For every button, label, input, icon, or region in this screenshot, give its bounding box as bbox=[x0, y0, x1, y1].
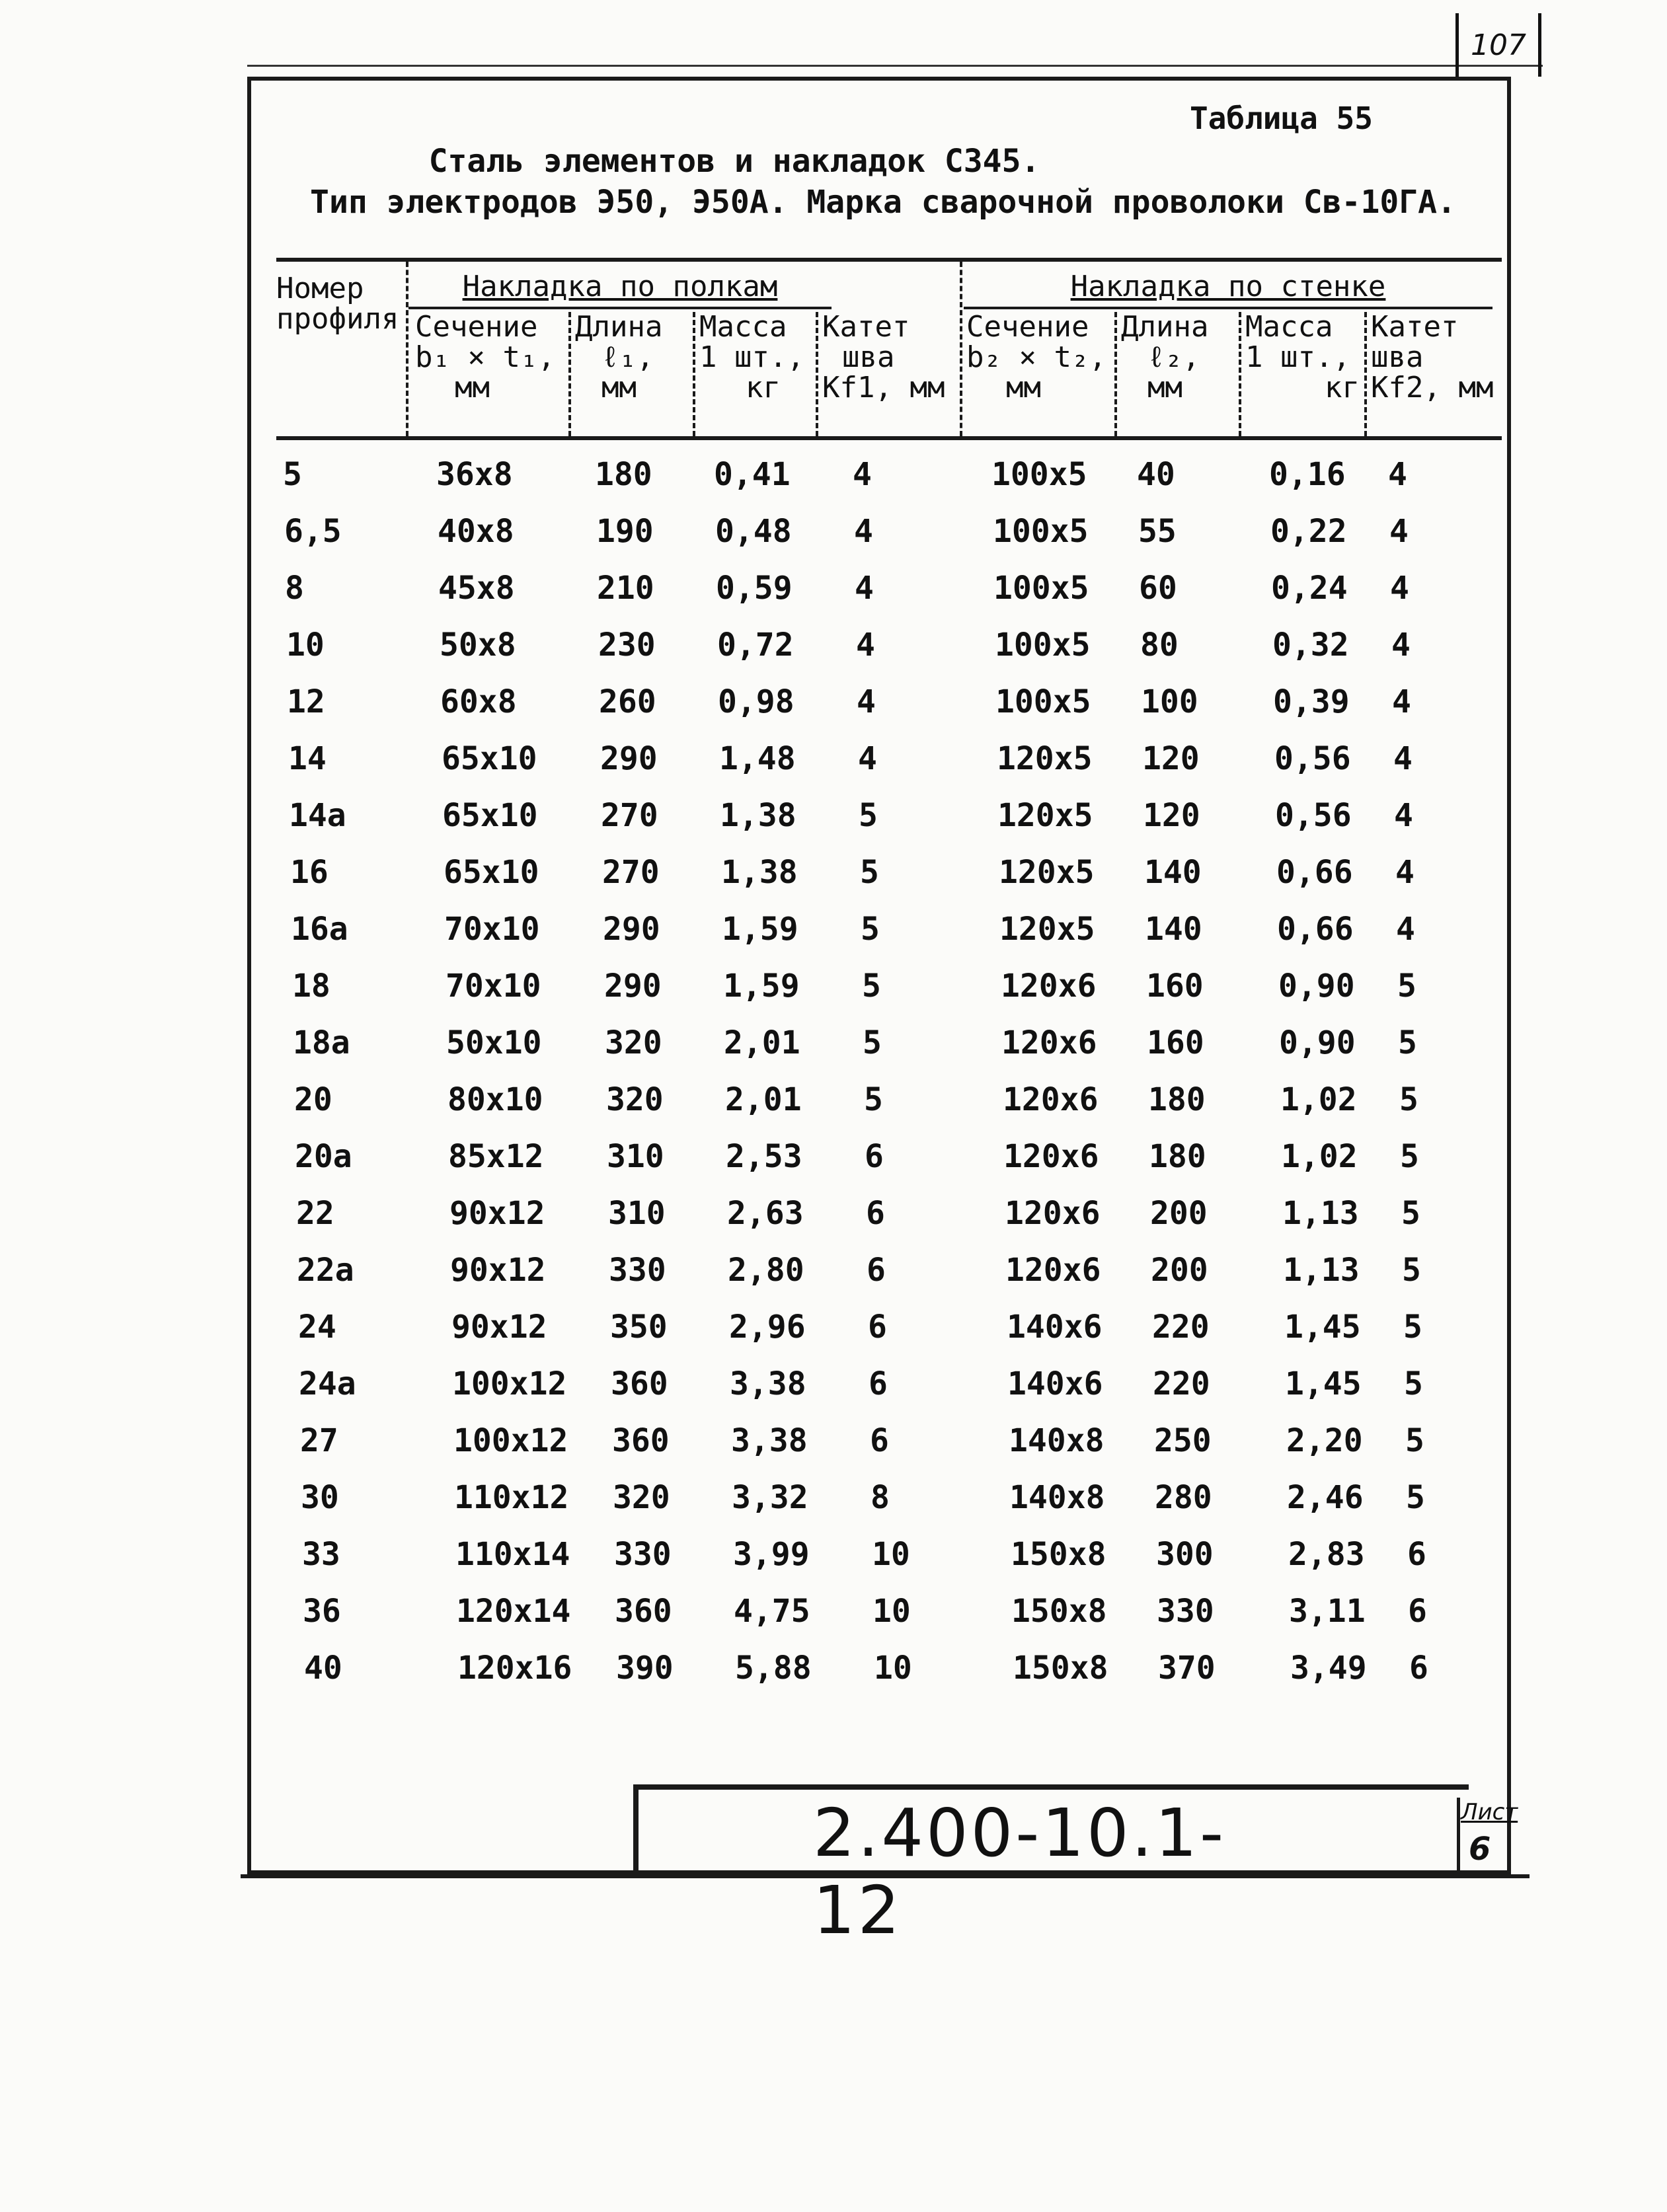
cell-flange-mass: 2,80 bbox=[728, 1252, 804, 1289]
cell-web-section: 100x5 bbox=[995, 627, 1091, 664]
cell-web-mass: 0,39 bbox=[1273, 683, 1350, 720]
cell-profile-number: 30 bbox=[301, 1479, 339, 1516]
cell-web-section: 120x5 bbox=[997, 740, 1093, 777]
cell-web-section: 120x6 bbox=[1003, 1081, 1099, 1118]
cell-web-section: 150x8 bbox=[1011, 1593, 1107, 1630]
cell-flange-mass: 1,38 bbox=[720, 797, 796, 834]
cell-profile-number: 16 bbox=[290, 854, 329, 891]
cell-profile-number: 24a bbox=[299, 1365, 356, 1402]
cell-web-mass: 1,02 bbox=[1280, 1081, 1357, 1118]
cell-web-section: 120x5 bbox=[999, 854, 1095, 891]
cell-flange-weld-leg: 4 bbox=[854, 513, 873, 550]
cell-flange-section: 90x12 bbox=[449, 1195, 545, 1232]
cell-flange-length: 270 bbox=[602, 854, 660, 891]
cell-web-weld-leg: 4 bbox=[1396, 911, 1415, 948]
cell-flange-length: 320 bbox=[613, 1479, 670, 1516]
cell-flange-section: 40x8 bbox=[438, 513, 514, 550]
top-rule bbox=[247, 65, 1543, 67]
cell-flange-section: 45x8 bbox=[438, 570, 515, 607]
cell-flange-section: 120x16 bbox=[457, 1650, 572, 1687]
cell-web-mass: 0,16 bbox=[1269, 456, 1346, 493]
cell-profile-number: 5 bbox=[283, 456, 302, 493]
cell-web-mass: 1,45 bbox=[1284, 1309, 1361, 1346]
cell-web-length: 80 bbox=[1140, 627, 1179, 664]
cell-flange-mass: 0,48 bbox=[715, 513, 792, 550]
cell-web-weld-leg: 4 bbox=[1390, 570, 1409, 607]
cell-web-length: 280 bbox=[1155, 1479, 1212, 1516]
header-profile-number: Номер профиля bbox=[276, 272, 399, 336]
cell-web-length: 160 bbox=[1146, 968, 1204, 1005]
cell-flange-mass: 3,32 bbox=[732, 1479, 808, 1516]
cell-flange-section: 36x8 bbox=[436, 456, 513, 493]
cell-web-mass: 0,56 bbox=[1275, 797, 1352, 834]
cell-profile-number: 8 bbox=[285, 570, 304, 607]
cell-web-section: 140x6 bbox=[1007, 1365, 1103, 1402]
cell-flange-weld-leg: 6 bbox=[870, 1422, 889, 1459]
header-flange-mass: Масса 1 шт., кг bbox=[699, 310, 804, 404]
cell-web-weld-leg: 5 bbox=[1399, 1081, 1418, 1118]
cell-profile-number: 36 bbox=[303, 1593, 341, 1630]
cell-flange-weld-leg: 5 bbox=[861, 911, 880, 948]
cell-web-section: 100x5 bbox=[993, 513, 1089, 550]
cell-profile-number: 22 bbox=[296, 1195, 334, 1232]
cell-flange-weld-leg: 4 bbox=[853, 456, 872, 493]
cell-web-weld-leg: 6 bbox=[1407, 1536, 1426, 1573]
cell-web-length: 250 bbox=[1154, 1422, 1212, 1459]
cell-profile-number: 27 bbox=[300, 1422, 338, 1459]
cell-profile-number: 24 bbox=[298, 1309, 336, 1346]
cell-web-mass: 3,49 bbox=[1290, 1650, 1367, 1687]
cell-web-section: 120x6 bbox=[1003, 1138, 1099, 1175]
cell-flange-section: 85x12 bbox=[448, 1138, 544, 1175]
cell-web-weld-leg: 6 bbox=[1409, 1650, 1428, 1687]
cell-flange-weld-leg: 6 bbox=[867, 1252, 886, 1289]
group-web-overlay: Накладка по стенке bbox=[1070, 270, 1386, 303]
cell-web-mass: 0,56 bbox=[1274, 740, 1351, 777]
cell-profile-number: 16a bbox=[291, 911, 348, 948]
cell-flange-section: 60x8 bbox=[440, 683, 517, 720]
cell-web-weld-leg: 4 bbox=[1394, 797, 1413, 834]
cell-flange-mass: 1,38 bbox=[721, 854, 798, 891]
cell-flange-mass: 4,75 bbox=[734, 1593, 810, 1630]
cell-flange-length: 290 bbox=[600, 740, 658, 777]
cell-flange-weld-leg: 4 bbox=[857, 683, 876, 720]
cell-web-weld-leg: 4 bbox=[1389, 513, 1409, 550]
header-web-section: Сечение b₂ × t₂, мм bbox=[966, 310, 1106, 404]
cell-flange-length: 360 bbox=[612, 1422, 670, 1459]
cell-flange-mass: 0,98 bbox=[718, 683, 795, 720]
cell-flange-length: 330 bbox=[614, 1536, 672, 1573]
cell-web-mass: 0,24 bbox=[1271, 570, 1348, 607]
cell-web-length: 120 bbox=[1143, 797, 1200, 834]
cell-profile-number: 14 bbox=[288, 740, 327, 777]
cell-flange-mass: 5,88 bbox=[735, 1650, 812, 1687]
cell-flange-weld-leg: 5 bbox=[860, 854, 879, 891]
cell-web-mass: 2,46 bbox=[1287, 1479, 1364, 1516]
cell-profile-number: 40 bbox=[304, 1650, 342, 1687]
header-flange-section: Сечение b₁ × t₁, мм bbox=[415, 310, 555, 404]
cell-flange-mass: 2,53 bbox=[726, 1138, 802, 1175]
cell-flange-length: 210 bbox=[597, 570, 654, 607]
cell-web-length: 180 bbox=[1149, 1138, 1206, 1175]
cell-flange-mass: 2,01 bbox=[724, 1024, 800, 1061]
cell-web-mass: 1,13 bbox=[1283, 1252, 1360, 1289]
cell-flange-section: 65x10 bbox=[444, 854, 539, 891]
cell-flange-mass: 1,59 bbox=[722, 911, 798, 948]
cell-web-section: 100x5 bbox=[991, 456, 1087, 493]
cell-profile-number: 22a bbox=[297, 1252, 354, 1289]
cell-flange-section: 100x12 bbox=[452, 1365, 567, 1402]
cell-web-weld-leg: 5 bbox=[1403, 1309, 1422, 1346]
cell-flange-weld-leg: 4 bbox=[858, 740, 877, 777]
cell-flange-mass: 3,38 bbox=[730, 1365, 806, 1402]
cell-flange-weld-leg: 6 bbox=[869, 1365, 888, 1402]
cell-web-weld-leg: 5 bbox=[1404, 1365, 1423, 1402]
cell-flange-length: 330 bbox=[609, 1252, 666, 1289]
cell-web-weld-leg: 5 bbox=[1406, 1479, 1425, 1516]
cell-flange-weld-leg: 6 bbox=[866, 1195, 885, 1232]
cell-web-length: 180 bbox=[1148, 1081, 1206, 1118]
cell-web-section: 120x5 bbox=[999, 911, 1095, 948]
cell-web-section: 100x5 bbox=[993, 570, 1089, 607]
cell-flange-length: 310 bbox=[608, 1195, 666, 1232]
cell-flange-length: 360 bbox=[611, 1365, 668, 1402]
sheet-label: Лист bbox=[1461, 1799, 1518, 1825]
cell-flange-length: 320 bbox=[606, 1081, 664, 1118]
cell-web-length: 60 bbox=[1139, 570, 1177, 607]
cell-web-section: 120x6 bbox=[1001, 1024, 1097, 1061]
cell-web-length: 160 bbox=[1147, 1024, 1204, 1061]
cell-web-length: 55 bbox=[1138, 513, 1177, 550]
cell-web-mass: 0,90 bbox=[1279, 1024, 1356, 1061]
cell-web-mass: 0,66 bbox=[1276, 854, 1353, 891]
cell-profile-number: 14a bbox=[289, 797, 346, 834]
header-flange-length: Длина ℓ₁, мм bbox=[575, 310, 663, 404]
cell-web-section: 150x8 bbox=[1013, 1650, 1108, 1687]
cell-flange-length: 310 bbox=[607, 1138, 664, 1175]
cell-web-mass: 1,45 bbox=[1285, 1365, 1362, 1402]
cell-flange-mass: 0,41 bbox=[714, 456, 791, 493]
cell-web-section: 120x6 bbox=[1005, 1252, 1101, 1289]
group-flange-overlay: Накладка по полкам bbox=[462, 270, 778, 303]
cell-web-length: 40 bbox=[1137, 456, 1175, 493]
cell-web-weld-leg: 5 bbox=[1397, 968, 1416, 1005]
cell-flange-section: 50x8 bbox=[440, 627, 516, 664]
cell-flange-weld-leg: 4 bbox=[855, 570, 874, 607]
cell-web-section: 120x6 bbox=[1005, 1195, 1101, 1232]
title-line-2: Тип электродов Э50, Э50А. Марка сварочной проволоки Св-10ГА. bbox=[310, 184, 1456, 221]
cell-flange-length: 260 bbox=[599, 683, 656, 720]
cell-flange-section: 120x14 bbox=[456, 1593, 571, 1630]
cell-profile-number: 20a bbox=[295, 1138, 352, 1175]
cell-flange-mass: 1,48 bbox=[719, 740, 796, 777]
cell-web-weld-leg: 6 bbox=[1408, 1593, 1427, 1630]
cell-web-length: 330 bbox=[1157, 1593, 1214, 1630]
header-web-weld-leg: Катет шва Kf2, мм bbox=[1371, 310, 1494, 404]
cell-web-section: 140x8 bbox=[1009, 1422, 1105, 1459]
cell-flange-weld-leg: 10 bbox=[872, 1536, 910, 1573]
cell-flange-section: 65x10 bbox=[442, 740, 537, 777]
cell-web-weld-leg: 5 bbox=[1405, 1422, 1424, 1459]
cell-flange-length: 290 bbox=[604, 968, 662, 1005]
cell-flange-weld-leg: 6 bbox=[868, 1309, 887, 1346]
cell-flange-weld-leg: 5 bbox=[862, 968, 881, 1005]
cell-flange-weld-leg: 5 bbox=[863, 1024, 882, 1061]
cell-flange-section: 70x10 bbox=[446, 968, 541, 1005]
cell-flange-weld-leg: 5 bbox=[859, 797, 878, 834]
cell-flange-length: 390 bbox=[616, 1650, 674, 1687]
cell-profile-number: 12 bbox=[287, 683, 325, 720]
cell-flange-section: 110x12 bbox=[454, 1479, 569, 1516]
cell-flange-mass: 2,96 bbox=[729, 1309, 806, 1346]
cell-flange-section: 80x10 bbox=[447, 1081, 543, 1118]
cell-web-weld-leg: 4 bbox=[1388, 456, 1407, 493]
cell-web-weld-leg: 5 bbox=[1401, 1195, 1420, 1232]
cell-web-length: 140 bbox=[1145, 911, 1202, 948]
cell-profile-number: 10 bbox=[286, 627, 325, 664]
cell-web-section: 120x6 bbox=[1001, 968, 1097, 1005]
cell-flange-mass: 3,99 bbox=[733, 1536, 810, 1573]
cell-profile-number: 20 bbox=[294, 1081, 332, 1118]
cell-web-mass: 0,32 bbox=[1272, 627, 1349, 664]
cell-web-length: 300 bbox=[1156, 1536, 1214, 1573]
cell-web-weld-leg: 5 bbox=[1398, 1024, 1417, 1061]
cell-web-mass: 0,90 bbox=[1278, 968, 1355, 1005]
cell-flange-weld-leg: 10 bbox=[874, 1650, 912, 1687]
cell-profile-number: 6,5 bbox=[284, 513, 342, 550]
cell-web-mass: 1,13 bbox=[1282, 1195, 1359, 1232]
cell-web-mass: 1,02 bbox=[1281, 1138, 1358, 1175]
cell-web-length: 120 bbox=[1142, 740, 1200, 777]
cell-web-mass: 3,11 bbox=[1289, 1593, 1366, 1630]
cell-flange-length: 230 bbox=[598, 627, 656, 664]
cell-web-section: 140x6 bbox=[1007, 1309, 1103, 1346]
cell-web-length: 200 bbox=[1150, 1195, 1208, 1232]
cell-web-section: 150x8 bbox=[1011, 1536, 1106, 1573]
cell-flange-section: 90x12 bbox=[451, 1309, 547, 1346]
cell-flange-mass: 2,01 bbox=[725, 1081, 802, 1118]
cell-web-length: 220 bbox=[1153, 1365, 1210, 1402]
cell-web-weld-leg: 4 bbox=[1395, 854, 1415, 891]
cell-flange-mass: 0,72 bbox=[717, 627, 794, 664]
cell-flange-mass: 1,59 bbox=[723, 968, 800, 1005]
cell-flange-length: 290 bbox=[603, 911, 660, 948]
sheet-number: 6 bbox=[1469, 1831, 1491, 1868]
cell-flange-weld-leg: 5 bbox=[864, 1081, 883, 1118]
cell-flange-length: 270 bbox=[601, 797, 658, 834]
cell-flange-length: 180 bbox=[595, 456, 652, 493]
cell-flange-length: 360 bbox=[615, 1593, 672, 1630]
table-header bbox=[276, 258, 1502, 440]
cell-flange-weld-leg: 4 bbox=[856, 627, 875, 664]
cell-flange-mass: 2,63 bbox=[727, 1195, 804, 1232]
cell-web-mass: 0,66 bbox=[1277, 911, 1354, 948]
cell-flange-length: 320 bbox=[605, 1024, 662, 1061]
cell-profile-number: 18 bbox=[292, 968, 330, 1005]
cell-web-length: 220 bbox=[1152, 1309, 1210, 1346]
cell-flange-section: 65x10 bbox=[442, 797, 538, 834]
cell-flange-section: 70x10 bbox=[444, 911, 540, 948]
cell-profile-number: 18a bbox=[293, 1024, 350, 1061]
cell-flange-mass: 3,38 bbox=[731, 1422, 808, 1459]
cell-flange-section: 100x12 bbox=[453, 1422, 568, 1459]
cell-web-weld-leg: 5 bbox=[1402, 1252, 1421, 1289]
table-label: Таблица 55 bbox=[1190, 100, 1373, 136]
cell-web-length: 100 bbox=[1141, 683, 1198, 720]
document-code: 2.400-10.1-12 bbox=[813, 1794, 1227, 1949]
cell-web-weld-leg: 4 bbox=[1391, 627, 1411, 664]
cell-web-mass: 0,22 bbox=[1270, 513, 1347, 550]
cell-web-length: 140 bbox=[1144, 854, 1202, 891]
cell-flange-weld-leg: 10 bbox=[872, 1593, 911, 1630]
cell-profile-number: 33 bbox=[302, 1536, 340, 1573]
cell-web-section: 140x8 bbox=[1009, 1479, 1105, 1516]
cell-flange-length: 190 bbox=[596, 513, 654, 550]
cell-web-weld-leg: 5 bbox=[1400, 1138, 1419, 1175]
cell-flange-length: 350 bbox=[610, 1309, 668, 1346]
cell-flange-mass: 0,59 bbox=[716, 570, 793, 607]
cell-web-weld-leg: 4 bbox=[1393, 740, 1413, 777]
cell-web-weld-leg: 4 bbox=[1392, 683, 1411, 720]
page-number: 107 bbox=[1455, 13, 1541, 77]
cell-flange-section: 90x12 bbox=[450, 1252, 546, 1289]
header-flange-weld-leg: Катет шва Kf1, мм bbox=[822, 310, 945, 404]
cell-flange-weld-leg: 6 bbox=[865, 1138, 884, 1175]
cell-web-length: 370 bbox=[1158, 1650, 1216, 1687]
cell-flange-weld-leg: 8 bbox=[871, 1479, 890, 1516]
cell-web-mass: 2,20 bbox=[1286, 1422, 1363, 1459]
cell-flange-section: 110x14 bbox=[455, 1536, 570, 1573]
header-web-length: Длина ℓ₂, мм bbox=[1121, 310, 1209, 404]
header-web-mass: Масса 1 шт., кг bbox=[1245, 310, 1360, 404]
cell-web-mass: 2,83 bbox=[1288, 1536, 1365, 1573]
cell-web-length: 200 bbox=[1151, 1252, 1208, 1289]
cell-web-section: 100x5 bbox=[995, 683, 1091, 720]
cell-flange-section: 50x10 bbox=[446, 1024, 542, 1061]
cell-web-section: 120x5 bbox=[997, 797, 1093, 834]
title-line-1: Сталь элементов и накладок С345. bbox=[428, 143, 1040, 180]
